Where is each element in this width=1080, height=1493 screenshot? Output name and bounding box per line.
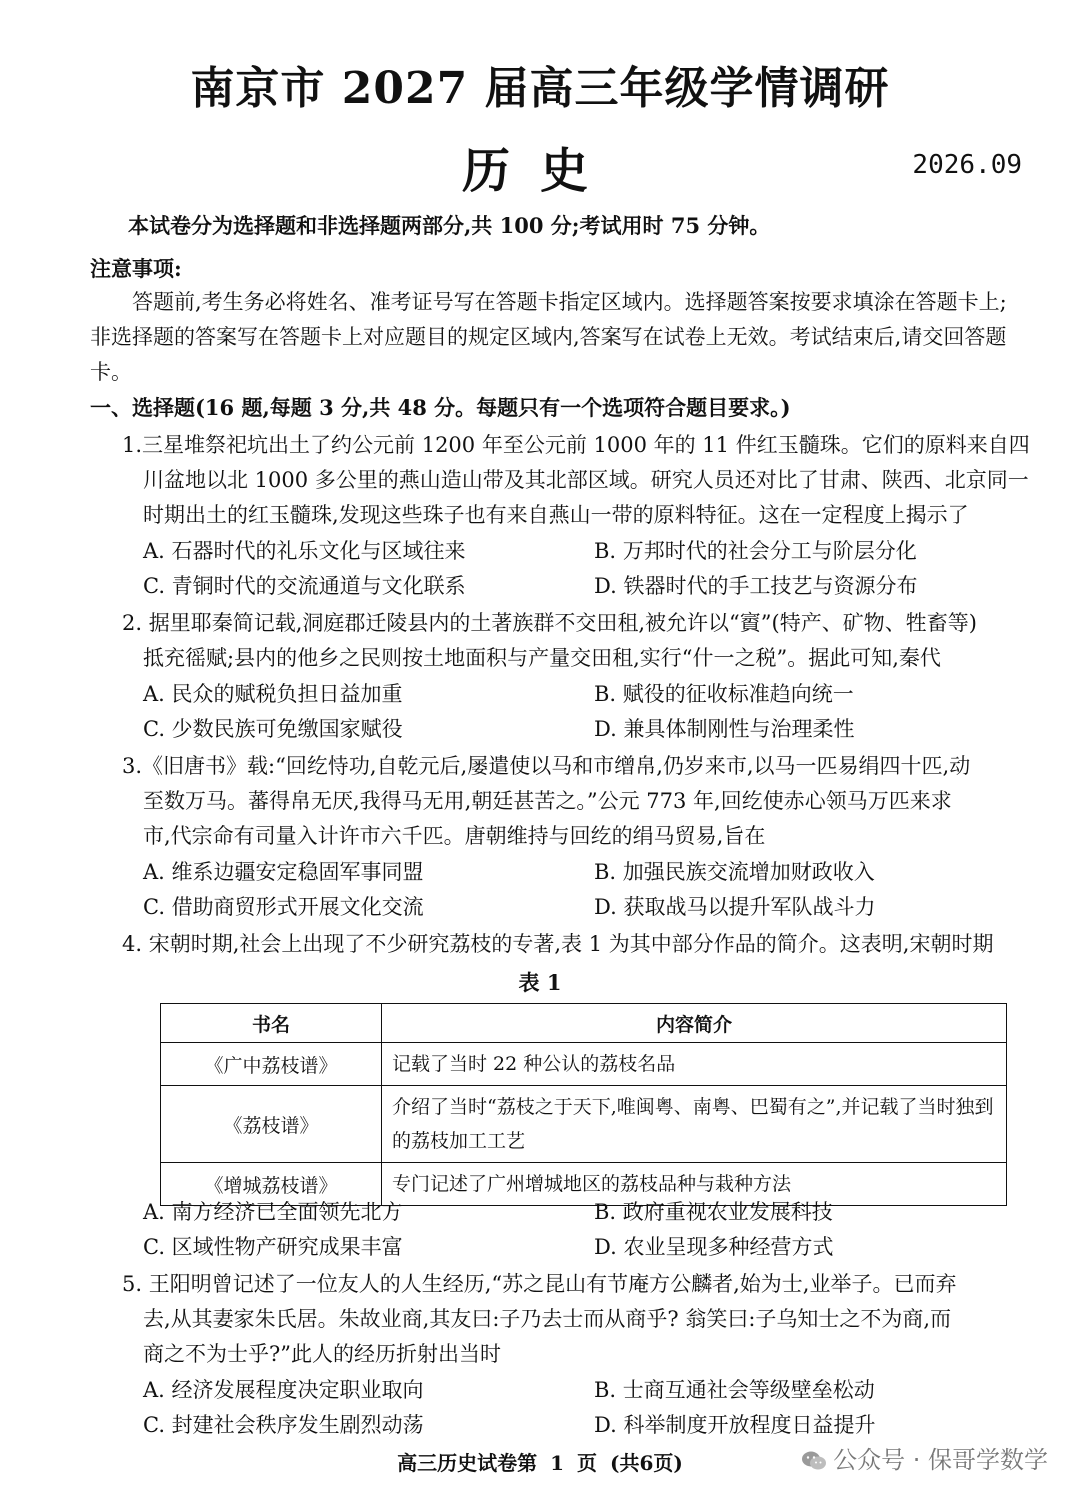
question-5-option-b: B. 士商互通社会等级壁垒松动 [594, 1378, 875, 1402]
question-5-option-d: D. 科举制度开放程度日益提升 [594, 1413, 876, 1437]
question-4-option-b: B. 政府重视农业发展科技 [594, 1200, 833, 1224]
exam-intro: 本试卷分为选择题和非选择题两部分,共 100 分;考试用时 75 分钟。 [128, 213, 771, 238]
exam-title: 南京市 2027 届高三年级学情调研 [190, 63, 890, 114]
notes-heading: 注意事项: [90, 256, 182, 281]
question-1-line-3: 时期出土的红玉髓珠,发现这些珠子也有来自燕山一带的原料特征。这在一定程度上揭示了 [143, 503, 969, 527]
question-5-line-3: 商之不为士乎?”此人的经历折射出当时 [143, 1342, 501, 1366]
question-3-line-2: 至数万马。蕃得帛无厌,我得马无用,朝廷甚苦之。”公元 773 年,回纥使赤心领马万匹来求 [143, 789, 952, 813]
section-heading: 一、选择题(16 题,每题 3 分,共 48 分。每题只有一个选项符合题目要求。) [90, 395, 791, 420]
question-3-option-b: B. 加强民族交流增加财政收入 [594, 860, 875, 884]
question-2-line-2: 抵充徭赋;县内的他乡之民则按土地面积与产量交田租,实行“什一之税”。据此可知,秦代 [143, 646, 941, 670]
question-5-option-a: A. 经济发展程度决定职业取向 [143, 1378, 424, 1402]
question-3-line-1: 3.《旧唐书》载:“回纥恃功,自乾元后,屡遣使以马和市缯帛,仍岁来市,以马一匹易绢四十匹,动 [122, 754, 971, 778]
question-1-option-c: C. 青铜时代的交流通道与文化联系 [143, 574, 466, 598]
table-header-summary: 内容简介 [382, 1004, 1007, 1043]
question-4-option-c: C. 区域性物产研究成果丰富 [143, 1235, 403, 1259]
question-1-option-d: D. 铁器时代的手工技艺与资源分布 [594, 574, 918, 598]
watermark-text: 公众号 · 保哥学数学 [833, 1446, 1048, 1474]
question-2-option-c: C. 少数民族可免缴国家赋役 [143, 717, 403, 741]
question-2-option-a: A. 民众的赋税负担日益加重 [143, 682, 403, 706]
question-2-option-d: D. 兼具体制刚性与治理柔性 [594, 717, 855, 741]
question-4-line-1: 4. 宋朝时期,社会上出现了不少研究荔枝的专著,表 1 为其中部分作品的简介。这表明,宋朝时期 [122, 932, 994, 956]
question-3-option-c: C. 借助商贸形式开展文化交流 [143, 895, 424, 919]
question-1-line-2: 川盆地以北 1000 多公里的燕山造山带及其北部区域。研究人员还对比了甘肃、陕西、北京同一 [143, 468, 1029, 492]
table-cell-book: 《荔枝谱》 [161, 1086, 382, 1163]
watermark [801, 1440, 1048, 1475]
question-5-line-1: 5. 王阳明曾记述了一位友人的人生经历,“苏之昆山有节庵方公麟者,始为士,业举子。已而弃 [122, 1272, 957, 1296]
wechat-icon [801, 1450, 827, 1472]
table-row [161, 1086, 1007, 1163]
question-3-line-3: 市,代宗命有司量入计许市六千匹。唐朝维持与回纥的绢马贸易,旨在 [143, 824, 766, 848]
table-cell-book: 《广中荔枝谱》 [161, 1043, 382, 1086]
question-3-option-a: A. 维系边疆安定稳固军事同盟 [143, 860, 424, 884]
table-header-book: 书名 [161, 1004, 382, 1043]
question-2-line-1: 2. 据里耶秦简记载,洞庭郡迁陵县内的土著族群不交田租,被允许以“賨”(特产、矿物、牲畜等) [122, 611, 977, 635]
table-cell-summary: 介绍了当时“荔枝之于天下,唯闽粤、南粤、巴蜀有之”,并记载了当时独到的荔枝加工工艺 [382, 1086, 1007, 1163]
table-cell-summary: 记载了当时 22 种公认的荔枝名品 [382, 1043, 1007, 1086]
table-cell-book: 《增城荔枝谱》 [161, 1163, 382, 1206]
notes-text: 答题前,考生务必将姓名、准考证号写在答题卡指定区域内。选择题答案按要求填涂在答题卡上;非选择题的答案写在答题卡上对应题目的规定区域内,答案写在试卷上无效。考试结束后,请交回答题卡。 [90, 290, 1007, 384]
page-footer: 高三历史试卷第 1 页 (共6页) [397, 1451, 683, 1475]
table-cell-summary: 专门记述了广州增城地区的荔枝品种与栽种方法 [382, 1163, 1007, 1206]
question-4-option-d: D. 农业呈现多种经营方式 [594, 1235, 834, 1259]
table-row [161, 1043, 1007, 1086]
question-5-line-2: 去,从其妻家朱氏居。朱故业商,其友曰:子乃去士而从商乎? 翁笑曰:子乌知士之不为商,而 [143, 1307, 952, 1331]
table-caption: 表 1 [518, 970, 562, 995]
question-4-option-a: A. 南方经济已全面领先北方 [143, 1200, 403, 1224]
subject-title: 历史 [461, 143, 618, 199]
question-2-option-b: B. 赋役的征收标准趋向统一 [594, 682, 854, 706]
exam-date: 2026.09 [912, 150, 1022, 180]
question-5-option-c: C. 封建社会秩序发生剧烈动荡 [143, 1413, 424, 1437]
table-header-row [161, 1004, 1007, 1043]
question-1-line-1: 1.三星堆祭祀坑出土了约公元前 1200 年至公元前 1000 年的 11 件红玉髓珠。它们的原料来自四 [122, 433, 1030, 457]
question-3-option-d: D. 获取战马以提升军队战斗力 [594, 895, 876, 919]
lychee-table [160, 1003, 1007, 1206]
question-1-option-b: B. 万邦时代的社会分工与阶层分化 [594, 539, 917, 563]
question-1-option-a: A. 石器时代的礼乐文化与区域往来 [143, 539, 466, 563]
